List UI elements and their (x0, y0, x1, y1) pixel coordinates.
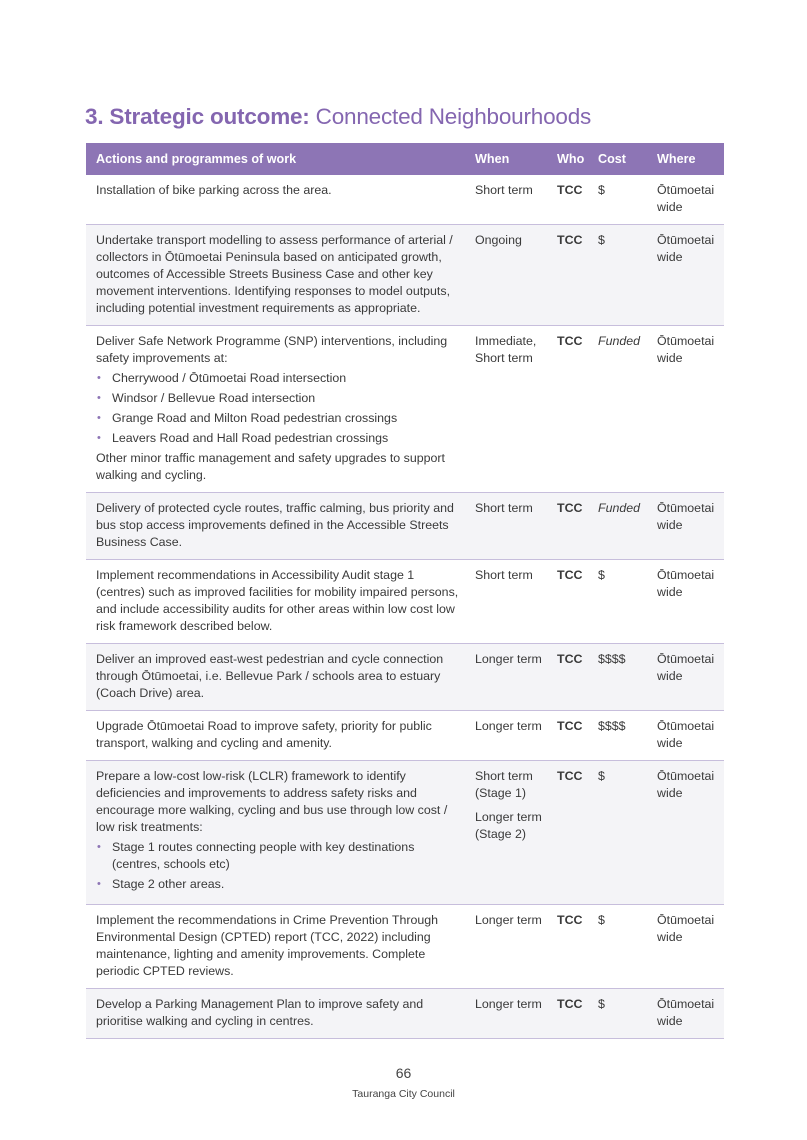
page-title-rest: Connected Neighbourhoods (315, 104, 592, 129)
when-cell: Short term (471, 493, 553, 560)
header-cost: Cost (594, 143, 653, 175)
table-row (86, 905, 724, 989)
page-title (85, 104, 591, 130)
action-cell: Deliver an improved east-west pedestrian and cycle connection through Ōtūmoetai, i.e. Bellevue Park / schools area to estuary (Coach Drive) area. (86, 644, 471, 711)
who-cell: TCC (553, 493, 594, 560)
who-cell: TCC (553, 225, 594, 326)
when-stage-2: Longer term (Stage 2) (475, 810, 542, 841)
cost-cell: Funded (594, 493, 653, 560)
cost-cell: $ (594, 761, 653, 905)
action-outro: Other minor traffic management and safety upgrades to support walking and cycling. (96, 451, 445, 482)
when-cell: Ongoing (471, 225, 553, 326)
where-cell: Ōtūmoetai wide (653, 560, 724, 644)
table-row (86, 711, 724, 761)
who-cell: TCC (553, 761, 594, 905)
table-row (86, 560, 724, 644)
where-cell: Ōtūmoetai wide (653, 905, 724, 989)
cost-cell: $ (594, 905, 653, 989)
who-cell: TCC (553, 644, 594, 711)
where-cell: Ōtūmoetai wide (653, 644, 724, 711)
when-cell: Short term (471, 560, 553, 644)
where-cell: Ōtūmoetai wide (653, 225, 724, 326)
when-cell (471, 761, 553, 905)
page-title-bold: 3. Strategic outcome: (85, 104, 310, 129)
table-row (86, 326, 724, 493)
cost-cell: $ (594, 225, 653, 326)
table-row (86, 175, 724, 225)
action-intro: Prepare a low-cost low-risk (LCLR) framework to identify deficiencies and improvements to address safety risks and encourage more walking, cycling and bus use through low cost / low risk treatments: (96, 769, 448, 834)
who-cell: TCC (553, 326, 594, 493)
action-intro: Deliver Safe Network Programme (SNP) interventions, including safety improvements at: (96, 334, 448, 365)
action-bullet-list (96, 839, 465, 893)
when-cell: Short term (471, 175, 553, 225)
who-cell: TCC (553, 175, 594, 225)
table-row (86, 644, 724, 711)
where-cell: Ōtūmoetai wide (653, 761, 724, 905)
action-cell: Implement recommendations in Accessibility Audit stage 1 (centres) such as improved facilities for mobility impaired persons, and include accessibility audits for other areas within low cost low risk framework described below. (86, 560, 471, 644)
when-cell: Longer term (471, 905, 553, 989)
when-cell: Longer term (471, 989, 553, 1039)
bullet-item: • Cherrywood / Ōtūmoetai Road intersection (96, 370, 465, 387)
who-cell: TCC (553, 989, 594, 1039)
action-cell: Installation of bike parking across the area. (86, 175, 471, 225)
bullet-item: • Stage 2 other areas. (96, 876, 465, 893)
action-cell (86, 761, 471, 905)
table-header-row (86, 143, 724, 175)
table-row (86, 761, 724, 905)
bullet-item: • Leavers Road and Hall Road pedestrian crossings (96, 430, 465, 447)
action-bullet-list (96, 370, 465, 447)
where-cell: Ōtūmoetai wide (653, 989, 724, 1039)
where-cell: Ōtūmoetai wide (653, 493, 724, 560)
when-cell: Longer term (471, 644, 553, 711)
header-actions: Actions and programmes of work (86, 143, 471, 175)
action-cell (86, 326, 471, 493)
where-cell: Ōtūmoetai wide (653, 326, 724, 493)
actions-table (86, 143, 724, 1039)
who-cell: TCC (553, 711, 594, 761)
header-when: When (471, 143, 553, 175)
action-cell: Delivery of protected cycle routes, traffic calming, bus priority and bus stop access improvements defined in the Accessible Streets Business Case. (86, 493, 471, 560)
who-cell: TCC (553, 560, 594, 644)
page-number: 66 (395, 1065, 412, 1081)
when-stage-1: Short term (Stage 1) (475, 769, 533, 800)
bullet-item: • Grange Road and Milton Road pedestrian crossings (96, 410, 465, 427)
action-cell: Undertake transport modelling to assess performance of arterial / collectors in Ōtūmoetai Peninsula based on anticipated growth, outcomes of Accessible Streets Business Case and other key movement interventions. Identifying responses to model outputs, including potential investment requirements as appropriate. (86, 225, 471, 326)
bullet-item: • Stage 1 routes connecting people with key destinations (centres, schools etc) (96, 839, 465, 873)
when-cell: Longer term (471, 711, 553, 761)
header-where: Where (653, 143, 724, 175)
action-cell: Upgrade Ōtūmoetai Road to improve safety, priority for public transport, walking and cycling and amenity. (86, 711, 471, 761)
cost-cell: $ (594, 989, 653, 1039)
footer-organisation: Tauranga City Council (352, 1088, 455, 1100)
action-cell: Implement the recommendations in Crime Prevention Through Environmental Design (CPTED) report (TCC, 2022) including maintenance, lighting and amenity improvements. Complete periodic CPTED reviews. (86, 905, 471, 989)
cost-cell: $$$$ (594, 644, 653, 711)
action-cell: Develop a Parking Management Plan to improve safety and prioritise walking and cycling in centres. (86, 989, 471, 1039)
table-row (86, 225, 724, 326)
table-row (86, 493, 724, 560)
table-row (86, 989, 724, 1039)
where-cell: Ōtūmoetai wide (653, 175, 724, 225)
who-cell: TCC (553, 905, 594, 989)
header-who: Who (553, 143, 594, 175)
cost-cell: $ (594, 175, 653, 225)
where-cell: Ōtūmoetai wide (653, 711, 724, 761)
cost-cell: $ (594, 560, 653, 644)
cost-cell: $$$$ (594, 711, 653, 761)
when-cell: Immediate, Short term (471, 326, 553, 493)
cost-cell: Funded (594, 326, 653, 493)
bullet-item: • Windsor / Bellevue Road intersection (96, 390, 465, 407)
